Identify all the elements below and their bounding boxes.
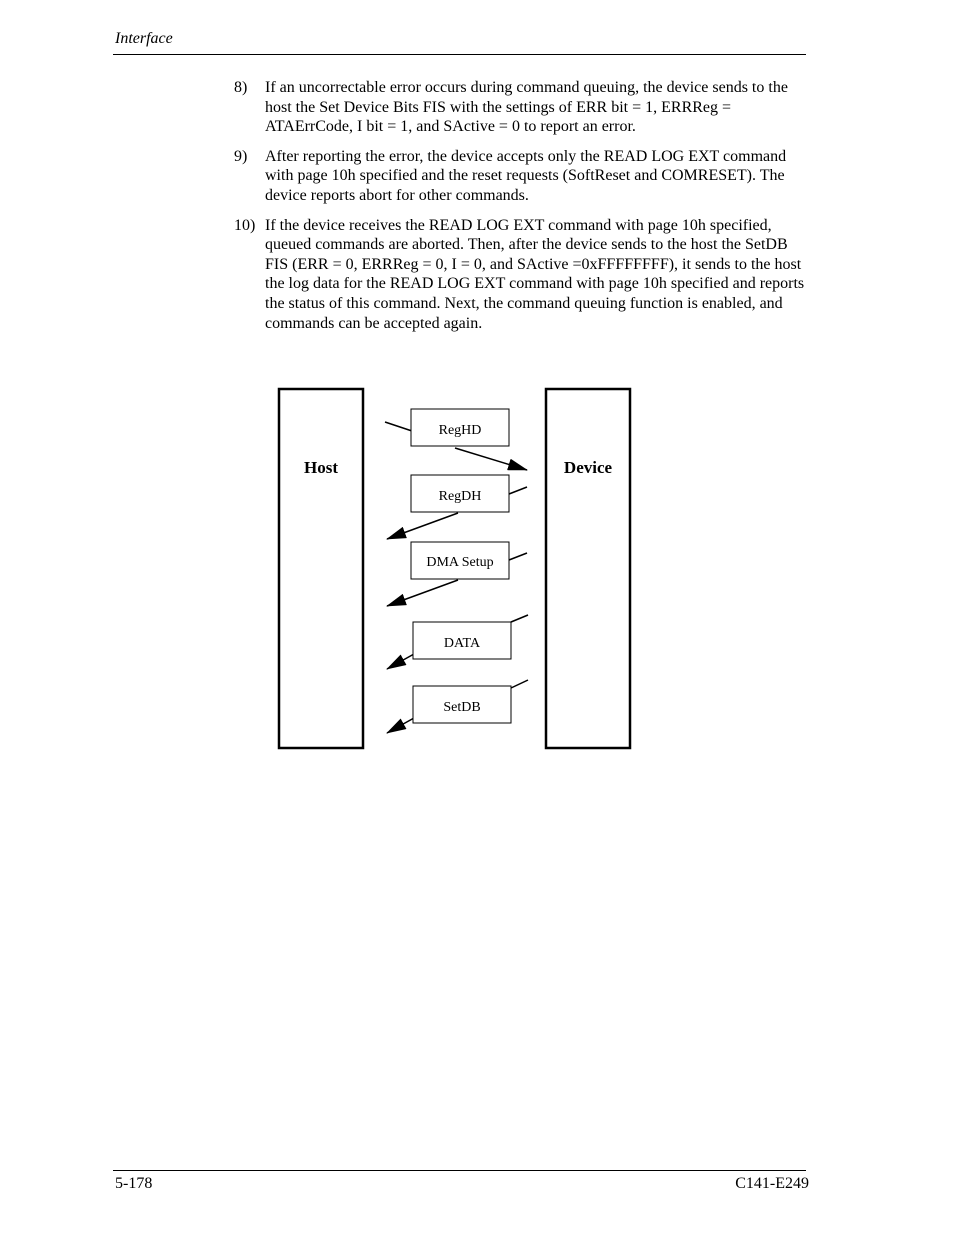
data-arrow-tail [511,615,528,622]
list-item-number: 8) [234,79,248,96]
setdb-arrow-tail [511,680,528,688]
list-item-number: 10) [234,216,256,234]
list-item-text: After reporting the error, the device accepts only the READ LOG EXT command with page 10h specified and the reset requests (SoftReset and COMRESET). The device reports abort for other commands. [265,147,787,204]
list-item-text: If an uncorrectable error occurs during command queuing, the device sends to the host the Set Device Bits FIS with the settings of ERR bit = 1, ERRReg = ATAErrCode, I bit = 1, and SActive = 0 to report an error. [265,79,788,136]
list-item-text: If the device receives the READ LOG EXT command with page 10h specified, queued commands are aborted. Then, after the device sends to the host the SetDB FIS (ERR = 0, ERRReg = 0, I = 0, and SActive =0xFFFFFFFF), it sends to the host the log data for the READ LOG EXT command with page 10h specified and reports the status of this command. Next, the command queuing function is enabled, and commands can be accepted again. [265,216,805,332]
dma-setup-arrow [387,580,458,606]
device-block [546,389,630,748]
fis-label-reghd: RegHD [438,423,482,438]
dma-setup-arrow-tail [509,553,527,560]
list-item-number: 9) [234,147,248,165]
fis-label-regdh: RegDH [438,489,482,504]
host-label: Host [304,458,338,477]
setdb-arrow [387,718,414,733]
fis-label-data: DATA [443,636,481,651]
page-header-title: Interface [115,30,173,47]
footer-rule [113,1170,806,1171]
reghd-arrow-tail [385,422,412,431]
fis-label-setdb: SetDB [443,700,481,715]
regdh-arrow [387,513,458,539]
page-number: 5-178 [115,1175,153,1192]
reghd-arrow [455,448,527,470]
device-label: Device [563,458,613,477]
document-id: C141-E249 [735,1175,809,1192]
regdh-arrow-tail [509,487,527,494]
data-arrow [387,654,414,669]
host-block [279,389,363,748]
fis-label-dma-setup: DMA Setup [426,555,494,570]
